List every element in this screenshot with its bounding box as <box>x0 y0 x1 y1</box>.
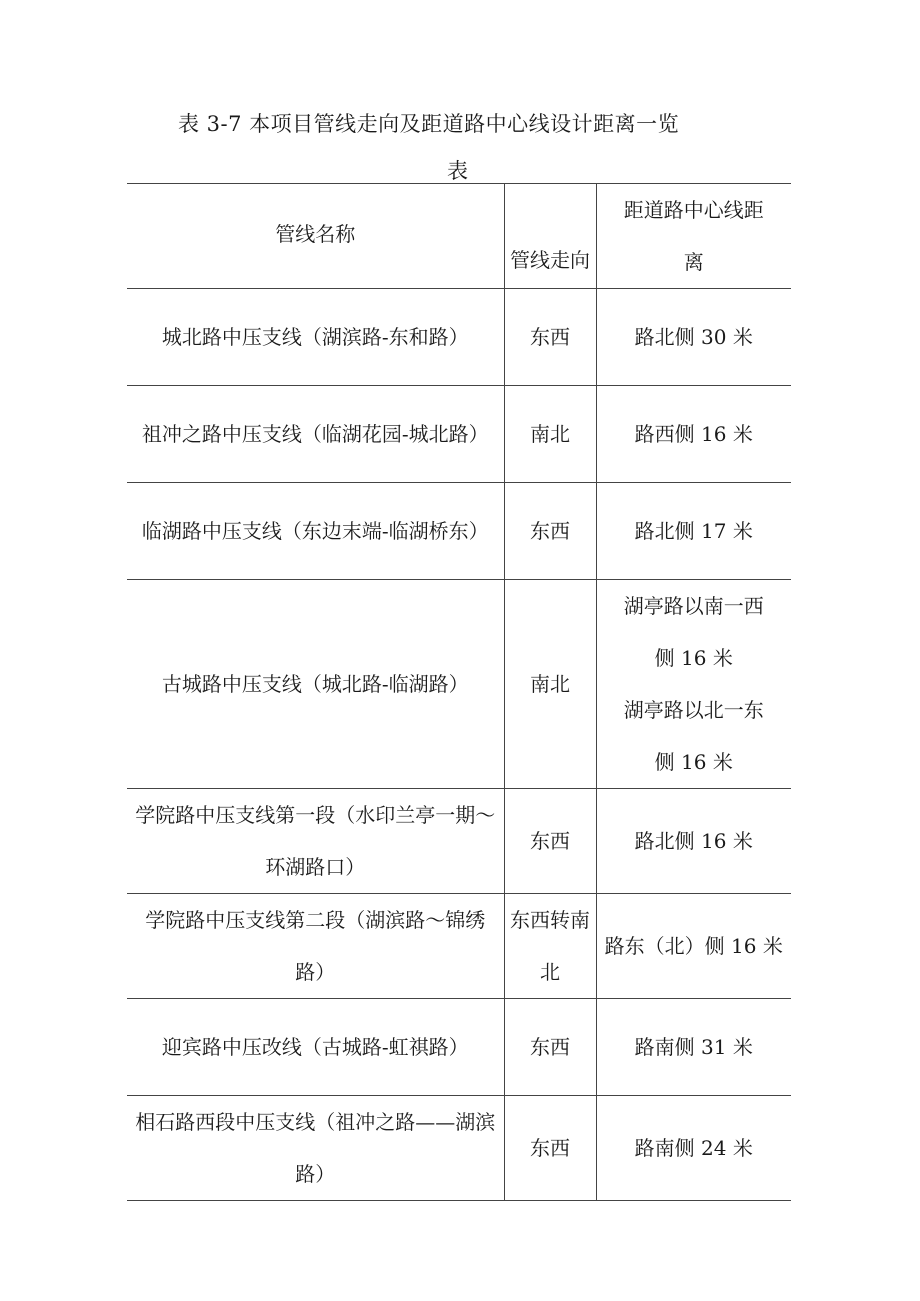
table-row <box>127 483 791 580</box>
distance-line: 湖亭路以北一东 <box>623 698 764 722</box>
pipeline-direction-cell: 东西 <box>504 289 596 386</box>
pipeline-direction-cell: 南北 <box>504 386 596 483</box>
pipeline-table <box>127 183 791 1201</box>
header-pipeline-name: 管线名称 <box>127 184 504 289</box>
pipeline-direction-cell: 东西 <box>504 483 596 580</box>
pipeline-direction-cell: 东西转南北 <box>504 894 596 999</box>
distance-cell <box>596 580 791 789</box>
pipeline-direction-cell: 南北 <box>504 580 596 789</box>
table-row <box>127 386 791 483</box>
distance-cell: 路西侧 16 米 <box>596 386 791 483</box>
table-row <box>127 580 791 789</box>
distance-line: 侧 16 米 <box>654 646 733 670</box>
pipeline-name-cell: 临湖路中压支线（东边末端-临湖桥东） <box>127 483 504 580</box>
pipeline-name-cell: 古城路中压支线（城北路-临湖路） <box>127 580 504 789</box>
pipeline-name-cell: 相石路西段中压支线（祖冲之路——湖滨路） <box>127 1096 504 1201</box>
header-pipeline-direction: 管线走向 <box>504 184 596 289</box>
table-header-row <box>127 184 791 289</box>
pipeline-name-cell: 学院路中压支线第二段（湖滨路～锦绣路） <box>127 894 504 999</box>
distance-cell: 路北侧 17 米 <box>596 483 791 580</box>
distance-cell: 路东（北）侧 16 米 <box>596 894 791 999</box>
pipeline-direction-cell: 东西 <box>504 1096 596 1201</box>
table-row <box>127 894 791 999</box>
header-distance <box>596 184 791 289</box>
pipeline-direction-cell: 东西 <box>504 789 596 894</box>
distance-cell: 路北侧 16 米 <box>596 789 791 894</box>
table-title: 表 3-7 本项目管线走向及距道路中心线设计距离一览 <box>178 112 680 136</box>
pipeline-name-cell: 迎宾路中压改线（古城路-虹祺路） <box>127 999 504 1096</box>
distance-cell: 路北侧 30 米 <box>596 289 791 386</box>
table-row <box>127 789 791 894</box>
pipeline-direction-cell: 东西 <box>504 999 596 1096</box>
distance-cell: 路南侧 31 米 <box>596 999 791 1096</box>
pipeline-name-cell: 城北路中压支线（湖滨路-东和路） <box>127 289 504 386</box>
table-title-continuation: 表 <box>447 159 468 183</box>
distance-cell: 路南侧 24 米 <box>596 1096 791 1201</box>
pipeline-name-cell: 学院路中压支线第一段（水印兰亭一期～环湖路口） <box>127 789 504 894</box>
table-row <box>127 999 791 1096</box>
header-distance-line2: 离 <box>683 250 704 274</box>
pipeline-name-cell: 祖冲之路中压支线（临湖花园-城北路） <box>127 386 504 483</box>
distance-line: 侧 16 米 <box>654 750 733 774</box>
table-row <box>127 1096 791 1201</box>
distance-line: 湖亭路以南一西 <box>623 594 764 618</box>
table-row <box>127 289 791 386</box>
header-distance-line1: 距道路中心线距 <box>623 198 764 222</box>
